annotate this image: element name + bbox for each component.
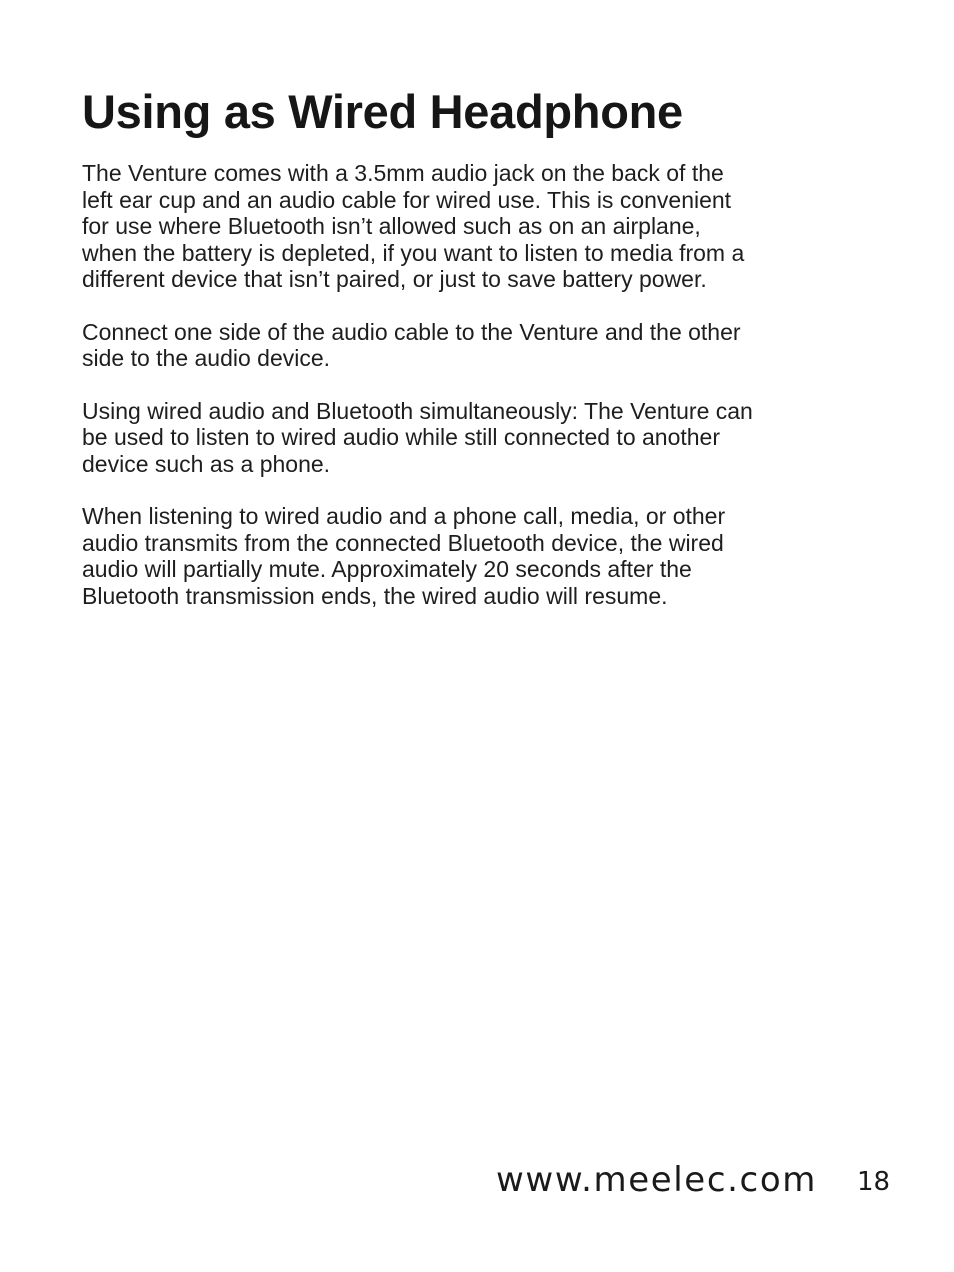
page-title: Using as Wired Headphone: [82, 85, 683, 138]
page-footer: [0, 1160, 954, 1200]
paragraph-simultaneous: Using wired audio and Bluetooth simultaneously: The Venture can be used to listen to wired audio while still connected to another device such as a phone.: [82, 397, 753, 477]
page-number: 18: [857, 1167, 891, 1197]
page-content: [82, 84, 882, 635]
paragraph-intro: The Venture comes with a 3.5mm audio jack on the back of the left ear cup and an audio cable for wired use. This is convenient for use where Bluetooth isn’t allowed such as on an airplane, when the battery is depleted, if you want to listen to media from a different device that isn’t paired, or just to save battery power.: [82, 160, 745, 292]
footer-url: www.meelec.com: [496, 1160, 817, 1200]
paragraph-connect: Connect one side of the audio cable to the Venture and the other side to the audio device.: [82, 318, 741, 371]
paragraph-mute: When listening to wired audio and a phone call, media, or other audio transmits from the connected Bluetooth device, the wired audio will partially mute. Approximately 20 seconds after the Bluetooth transmission ends, the wired audio will resume.: [82, 503, 726, 609]
